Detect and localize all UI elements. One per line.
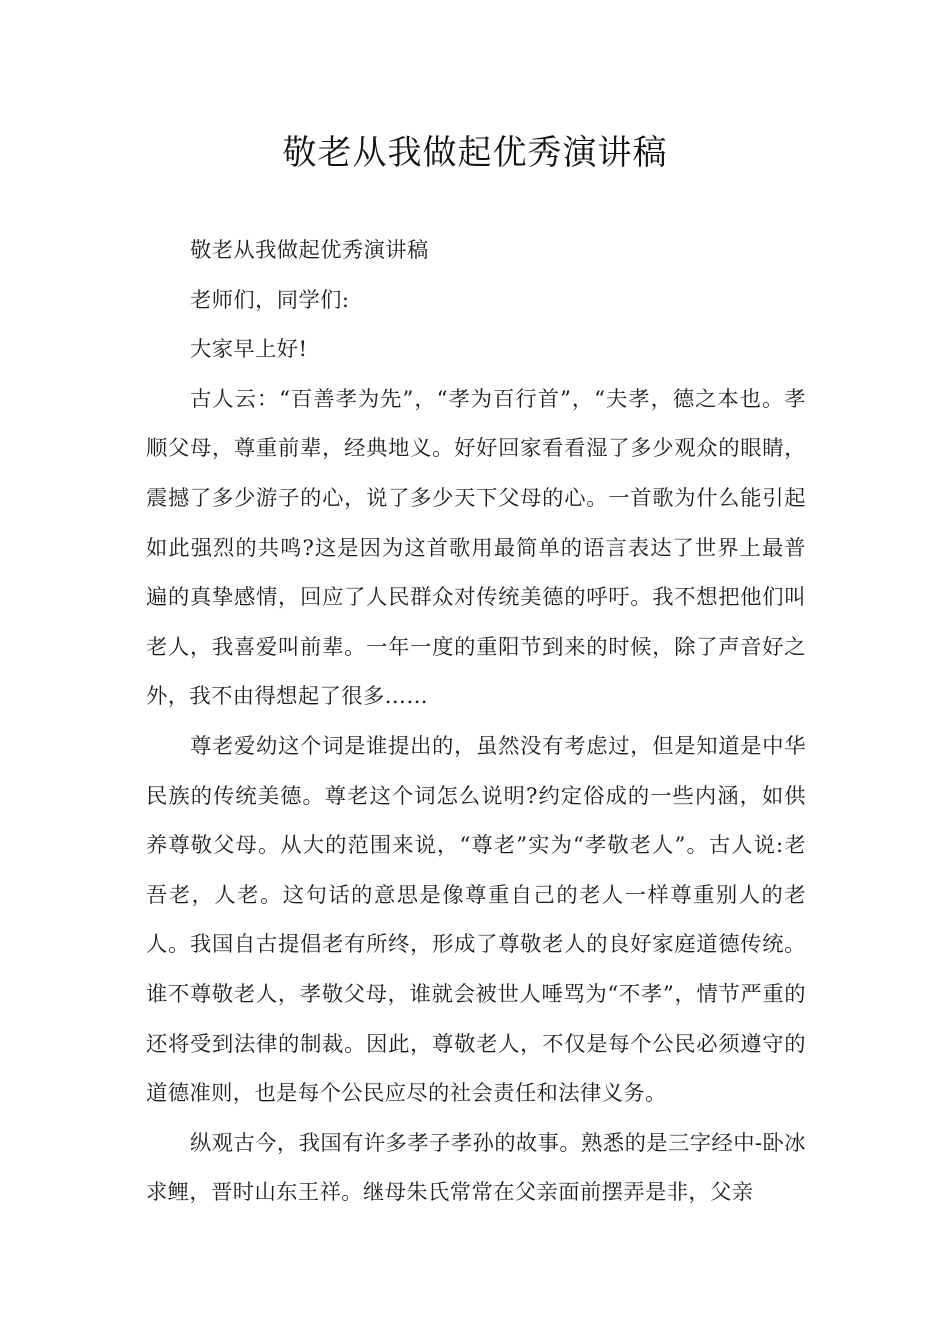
paragraph-salutation: 老师们，同学们: — [190, 287, 350, 313]
paragraph-body: 尊老爱幼这个词是谁提出的，虽然没有考虑过，但是知道是中华民族的传统美德。尊老这个词怎么说明?约定俗成的一些内涵，如供养尊敬父母。从大的范围来说，“尊老”实为“孝敬老人”。古人说:老吾老，人老。这句话的意思是像尊重自己的老人一样尊重别人的老人。我国自古提倡老有所终，形成了尊敬老人的良好家庭道德传统。谁不尊敬老人，孝敬父母，谁就会被世人唾骂为“不孝”，情节严重的还将受到法律的制裁。因此，尊敬老人，不仅是每个公民必须遵守的道德准则，也是每个公民应尽的社会责任和法律义务。 — [146, 733, 806, 1107]
paragraph-body: 古人云：“百善孝为先”，“孝为百行首”，“夫孝，德之本也。孝顺父母，尊重前辈，经典地义。好好回家看看湿了多少观众的眼睛，震撼了多少游子的心，说了多少天下父母的心。一首歌为什么能引起如此强烈的共鸣?这是因为这首歌用最简单的语言表达了世界上最普遍的真挚感情，回应了人民群众对传统美德的呼吁。我不想把他们叫老人，我喜爱叫前辈。一年一度的重阳节到来的时候，除了声音好之外，我不由得想起了很多…… — [146, 386, 806, 710]
document-body — [146, 226, 806, 1218]
paragraph-body: 纵观古今，我国有许多孝子孝孙的故事。熟悉的是三字经中-卧冰求鲤，晋时山东王祥。继母朱氏常常在父亲面前摆弄是非，父亲 — [146, 1130, 806, 1206]
document-title: 敬老从我做起优秀演讲稿 — [282, 133, 668, 173]
paragraph-subtitle: 敬老从我做起优秀演讲稿 — [190, 238, 429, 263]
paragraph-greeting: 大家早上好! — [190, 337, 308, 363]
